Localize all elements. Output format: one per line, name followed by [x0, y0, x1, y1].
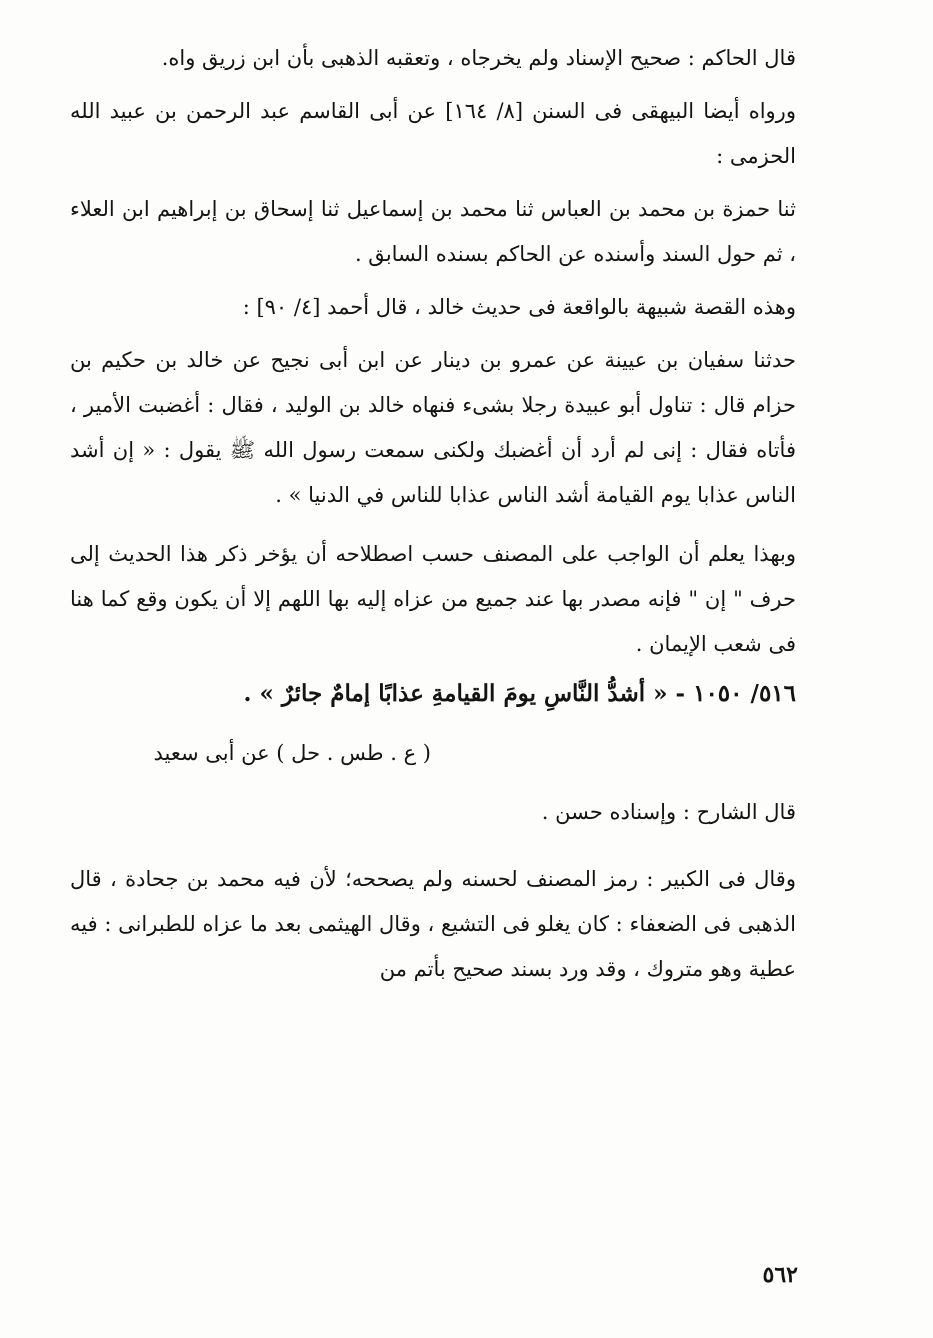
paragraph-ahmad: وهذه القصة شبيهة بالواقعة فى حديث خالد ، قال أحمد [٤/ ٩٠] :	[242, 295, 796, 319]
hadith-source: ( ع . طس . حل ) عن أبى سعيد	[153, 741, 431, 765]
paragraph-hakim: قال الحاكم : صحيح الإسناد ولم يخرجاه ، وتعقبه الذهبى بأن ابن زريق واه.	[161, 46, 796, 70]
paragraph-conclusion: وبهذا يعلم أن الواجب على المصنف حسب اصطلاحه أن يؤخر ذكر هذا الحديث إلى حرف " إن " فإنه مصدر بها عند جميع من عزاه إليه بها اللهم إلا أن يكون وقع كما هنا فى شعب الإيمان .	[70, 542, 796, 656]
paragraph-bayhaqi: ورواه أيضا البيهقى فى السنن [٨/ ١٦٤] عن أبى القاسم عبد الرحمن بن عبيد الله الحزمى :	[70, 99, 796, 168]
paragraph-khalid-story: حدثنا سفيان بن عيينة عن عمرو بن دينار عن ابن أبى نجيح عن خالد بن حكيم بن حزام قال : تناول أبو عبيدة رجلا بشىء فنهاه خالد بن الوليد ، فقال : أغضبت الأمير ، فأتاه فقال : إنى لم أرد أن أغضبك ولكنى سمعت رسول الله ﷺ يقول : « إن أشد الناس عذابا يوم القيامة أشد الناس عذابا للناس في الدنيا » .	[70, 348, 796, 507]
commentary-kabir: وقال فى الكبير : رمز المصنف لحسنه ولم يصححه؛ لأن فيه محمد بن جحادة ، قال الذهبى فى الضعفاء : كان يغلو فى التشيع ، وقال الهيثمى بعد ما عزاه للطبرانى : فيه عطية وهو متروك ، وقد ورد بسند صحيح بأتم من	[70, 867, 796, 981]
hadith-heading: ٥١٦/ ١٠٥٠ - « أشدُّ النَّاسِ يومَ القيامةِ عذابًا إمامٌ جائرٌ » .	[243, 680, 796, 707]
page-text	[70, 36, 796, 992]
paragraph-isnad: ثنا حمزة بن محمد بن العباس ثنا محمد بن إسماعيل ثنا إسحاق بن إبراهيم ابن العلاء ، ثم حول السند وأسنده عن الحاكم بسنده السابق .	[70, 197, 796, 266]
commentary-sharih: قال الشارح : وإسناده حسن .	[541, 800, 796, 824]
page-number: ٥٦٢	[762, 1262, 798, 1288]
